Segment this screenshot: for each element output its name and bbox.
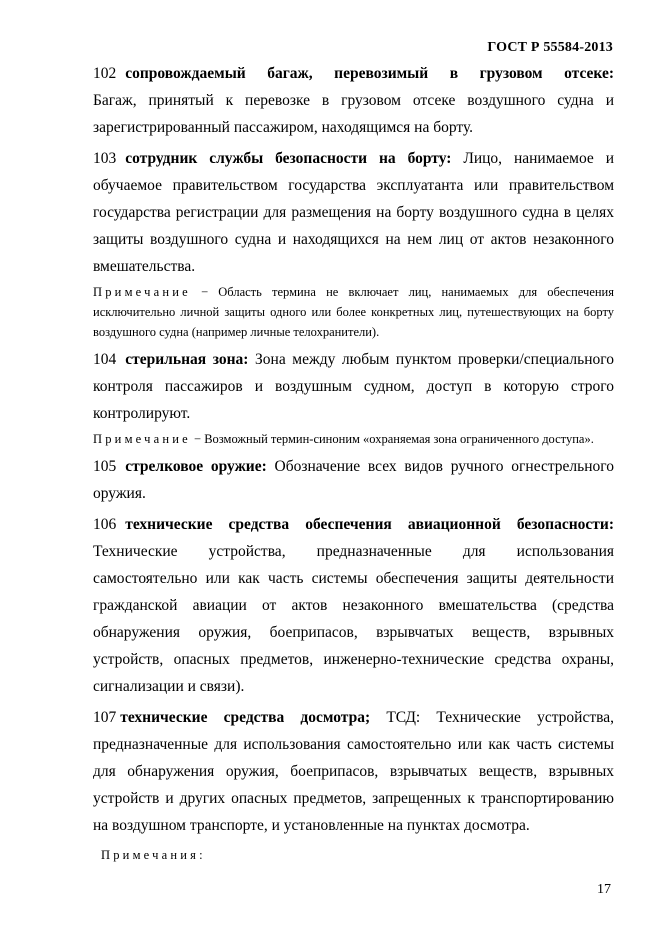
term-name: технические средства досмотра; xyxy=(120,709,371,726)
entry-105-definition xyxy=(93,453,614,507)
definition-line: Технические устройства, предназначенные для использования xyxy=(93,543,614,560)
entry-number: 106 xyxy=(93,516,117,533)
term-entry-103 xyxy=(93,145,614,342)
term-entry-106 xyxy=(93,511,614,700)
term-entry-107 xyxy=(93,704,614,839)
definition-text: Лицо, нанимаемое и обучаемое правительством государства эксплуатанта или правительством государства регистрации для размещения на борту воздушного судна в целях защиты воздушного судна и находящихся на нем лиц от актов незаконного вмешательства. xyxy=(93,150,614,275)
entry-number: 104 xyxy=(93,351,117,368)
term-entry-105 xyxy=(93,453,614,507)
note-label: Примечание xyxy=(93,285,191,299)
entry-102-second-line xyxy=(93,87,614,114)
closing-note xyxy=(93,845,614,865)
entry-106-rest xyxy=(93,565,614,700)
term-name: стрелковое оружие: xyxy=(125,458,267,475)
entry-106-first-line xyxy=(93,511,614,538)
entry-102-rest xyxy=(93,114,614,141)
term-entry-104 xyxy=(93,346,614,449)
definition-line: Багаж, принятый к перевозке в грузовом отсеке воздушного судна и xyxy=(93,92,614,109)
notes-label: Примечания: xyxy=(101,848,206,862)
definition-text: ТСД: Технические устройства, предназначенные для использования самостоятельно или как часть системы для обнаружения оружия, боеприпасов, взрывчатых веществ, взрывных устройств и других опасных предметов, запрещенных к транспортированию на воздушном транспорте, и установленные на пунктах досмотра. xyxy=(93,709,614,834)
entry-103-definition xyxy=(93,145,614,280)
entry-104-definition xyxy=(93,346,614,427)
definition-text: зарегистрированный пассажиром, находящимся на борту. xyxy=(93,119,474,136)
term-name: сотрудник службы безопасности на борту: xyxy=(125,150,452,167)
definition-text: Обозначение всех видов ручного огнестрельного оружия. xyxy=(93,458,614,502)
definition-text: Зона между любым пунктом проверки/специального контроля пассажиров и воздушным судном, доступ в которую строго контролируют. xyxy=(93,351,614,422)
entry-103-note xyxy=(93,282,614,342)
term-entry-102 xyxy=(93,60,614,141)
term-name: технические средства обеспечения авиационной безопасности: xyxy=(125,516,614,533)
entry-number: 107 xyxy=(93,709,117,726)
entry-number: 103 xyxy=(93,150,117,167)
entry-number: 102 xyxy=(93,65,117,82)
page-number: 17 xyxy=(597,882,611,897)
entry-102-first-line xyxy=(93,60,614,87)
entry-107-definition xyxy=(93,704,614,839)
terms-list xyxy=(93,60,614,865)
term-name: стерильная зона: xyxy=(125,351,249,368)
note-label: Примечание xyxy=(93,432,191,446)
note-text: − Возможный термин-синоним «охраняемая зона ограниченного доступа». xyxy=(194,432,594,446)
entry-106-second-line xyxy=(93,538,614,565)
note-text: − Область термина не включает лиц, нанимаемых для обеспечения исключительно личной защиты одного или более конкретных лиц, путешествующих на борту воздушного судна (например личные телохранители). xyxy=(93,285,614,339)
document-code: ГОСТ Р 55584-2013 xyxy=(487,40,613,55)
entry-number: 105 xyxy=(93,458,117,475)
definition-text: самостоятельно или как часть системы обеспечения защиты деятельности гражданской авиации от актов незаконного вмешательства (средства обнаружения оружия, боеприпасов, взрывчатых веществ, взрывных устройств, опасных предметов, инженерно-технические средства охраны, сигнализации и связи). xyxy=(93,570,614,695)
term-name: сопровождаемый багаж, перевозимый в грузовом отсеке: xyxy=(125,65,614,82)
entry-104-note xyxy=(93,429,614,449)
